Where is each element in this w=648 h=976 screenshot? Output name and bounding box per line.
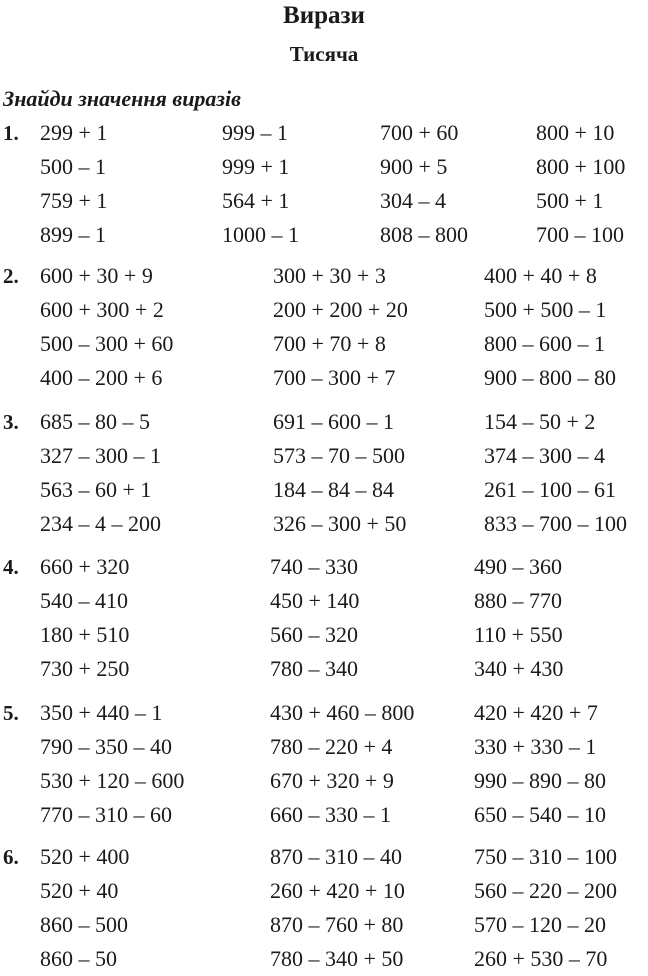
expression: 560 – 320 xyxy=(270,622,358,647)
expression: 530 + 120 – 600 xyxy=(40,768,185,793)
expression: 564 + 1 xyxy=(222,188,290,213)
expression: 570 – 120 – 20 xyxy=(474,912,606,937)
expression: 563 – 60 + 1 xyxy=(40,477,152,502)
expression: 400 + 40 + 8 xyxy=(484,263,597,288)
expression: 880 – 770 xyxy=(474,588,562,613)
expression-row xyxy=(0,116,648,150)
expression: 700 – 100 xyxy=(536,222,624,247)
exercise-number: 5. xyxy=(3,701,19,725)
expression: 573 – 70 – 500 xyxy=(273,443,405,468)
expression: 1000 – 1 xyxy=(222,222,299,247)
expression: 500 – 1 xyxy=(40,154,106,179)
expression: 520 + 40 xyxy=(40,878,119,903)
expression: 200 + 200 + 20 xyxy=(273,297,408,322)
expression: 660 + 320 xyxy=(40,554,130,579)
expression: 833 – 700 – 100 xyxy=(484,511,627,536)
expression: 999 – 1 xyxy=(222,120,288,145)
expression-row xyxy=(0,473,648,507)
expression-row xyxy=(0,218,648,252)
expression: 700 + 60 xyxy=(380,120,459,145)
expression: 374 – 300 – 4 xyxy=(484,443,605,468)
expression: 500 – 300 + 60 xyxy=(40,331,174,356)
exercise-number: 1. xyxy=(3,121,19,145)
expression: 540 – 410 xyxy=(40,588,128,613)
expression-row xyxy=(0,327,648,361)
expression: 180 + 510 xyxy=(40,622,130,647)
expression: 260 + 420 + 10 xyxy=(270,878,405,903)
expression: 700 + 70 + 8 xyxy=(273,331,386,356)
expression: 750 – 310 – 100 xyxy=(474,844,617,869)
expression-row xyxy=(0,652,648,686)
expression: 800 – 600 – 1 xyxy=(484,331,605,356)
expression: 650 – 540 – 10 xyxy=(474,802,606,827)
expression: 860 – 500 xyxy=(40,912,128,937)
expression: 740 – 330 xyxy=(270,554,358,579)
expression: 450 + 140 xyxy=(270,588,360,613)
expression: 600 + 300 + 2 xyxy=(40,297,164,322)
exercise-number: 4. xyxy=(3,555,19,579)
expression: 500 + 500 – 1 xyxy=(484,297,607,322)
expression: 340 + 430 xyxy=(474,656,564,681)
expression: 790 – 350 – 40 xyxy=(40,734,172,759)
expression: 860 – 50 xyxy=(40,946,117,971)
expression-row xyxy=(0,618,648,652)
expression-row xyxy=(0,584,648,618)
expression: 350 + 440 – 1 xyxy=(40,700,163,725)
expression: 780 – 340 + 50 xyxy=(270,946,404,971)
expression: 300 + 30 + 3 xyxy=(273,263,386,288)
expression-row xyxy=(0,184,648,218)
expression: 330 + 330 – 1 xyxy=(474,734,597,759)
expression: 304 – 4 xyxy=(380,188,446,213)
expression: 780 – 340 xyxy=(270,656,358,681)
expression: 326 – 300 + 50 xyxy=(273,511,407,536)
expression: 700 – 300 + 7 xyxy=(273,365,396,390)
expression-row xyxy=(0,696,648,730)
expression-row xyxy=(0,908,648,942)
expression-row xyxy=(0,507,648,541)
expression-row xyxy=(0,150,648,184)
expression-row xyxy=(0,259,648,293)
expression: 234 – 4 – 200 xyxy=(40,511,161,536)
expression: 808 – 800 xyxy=(380,222,468,247)
expression: 500 + 1 xyxy=(536,188,604,213)
expression-row xyxy=(0,361,648,395)
expression: 520 + 400 xyxy=(40,844,130,869)
expression-row xyxy=(0,550,648,584)
expression-row xyxy=(0,405,648,439)
expression: 600 + 30 + 9 xyxy=(40,263,153,288)
expression: 560 – 220 – 200 xyxy=(474,878,617,903)
expression: 730 + 250 xyxy=(40,656,130,681)
expression: 870 – 760 + 80 xyxy=(270,912,404,937)
expression-row xyxy=(0,764,648,798)
expression: 420 + 420 + 7 xyxy=(474,700,598,725)
exercise-number: 6. xyxy=(3,845,19,869)
expression: 660 – 330 – 1 xyxy=(270,802,391,827)
expression: 490 – 360 xyxy=(474,554,562,579)
expression: 870 – 310 – 40 xyxy=(270,844,402,869)
expression: 691 – 600 – 1 xyxy=(273,409,394,434)
expression: 900 – 800 – 80 xyxy=(484,365,616,390)
expression-row xyxy=(0,293,648,327)
expression: 800 + 100 xyxy=(536,154,626,179)
expression: 430 + 460 – 800 xyxy=(270,700,415,725)
expression-row xyxy=(0,798,648,832)
expression: 670 + 320 + 9 xyxy=(270,768,394,793)
instruction-heading: Знайди значення виразів xyxy=(3,86,241,111)
expression: 261 – 100 – 61 xyxy=(484,477,616,502)
expression: 400 – 200 + 6 xyxy=(40,365,163,390)
expression: 327 – 300 – 1 xyxy=(40,443,161,468)
expression: 759 + 1 xyxy=(40,188,108,213)
expression: 770 – 310 – 60 xyxy=(40,802,172,827)
expression: 685 – 80 – 5 xyxy=(40,409,150,434)
expression-row xyxy=(0,874,648,908)
expression: 999 + 1 xyxy=(222,154,290,179)
page-subtitle: Тисяча xyxy=(289,42,359,66)
expression: 780 – 220 + 4 xyxy=(270,734,393,759)
expression: 184 – 84 – 84 xyxy=(273,477,394,502)
expression: 900 + 5 xyxy=(380,154,448,179)
expression: 299 + 1 xyxy=(40,120,108,145)
expression: 110 + 550 xyxy=(474,622,563,647)
expression: 800 + 10 xyxy=(536,120,615,145)
exercise-number: 3. xyxy=(3,410,19,434)
exercise-number: 2. xyxy=(3,264,19,288)
expression: 899 – 1 xyxy=(40,222,106,247)
expression: 990 – 890 – 80 xyxy=(474,768,606,793)
expression-row xyxy=(0,840,648,874)
expression-row xyxy=(0,942,648,976)
expression-row xyxy=(0,439,648,473)
expression: 260 + 530 – 70 xyxy=(474,946,608,971)
expression: 154 – 50 + 2 xyxy=(484,409,596,434)
expression-row xyxy=(0,730,648,764)
page-title: Вирази xyxy=(283,2,365,29)
